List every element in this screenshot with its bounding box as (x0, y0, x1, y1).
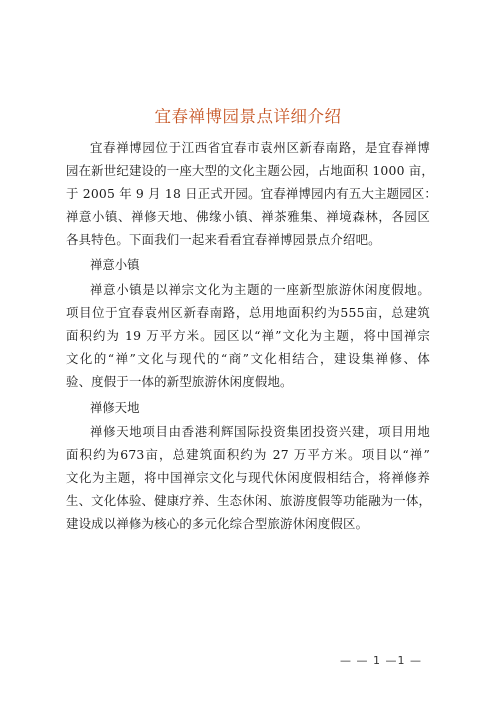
section2-line-4: 生、文化体验、健康疗养、生态休闲、旅游度假等功能融为一体， (66, 493, 432, 508)
intro-line-2: 园在新世纪建设的一座大型的文化主题公园，占地面积 1000 亩， (66, 163, 434, 178)
intro-line-5: 各具特色。下面我们一起来看看宜春禅博园景点介绍吧。 (66, 232, 381, 247)
page-number: — — 1 —1 — (340, 654, 422, 667)
section2-line-2: 面积约为673亩，总建筑面积约为 27 万平方米。项目以“禅” (66, 447, 430, 462)
intro-line-4: 禅意小镇、禅修天地、佛缘小镇、禅茶雅集、禅境森林，各园区 (66, 209, 430, 224)
document-title: 宜春禅博园景点详细介绍 (154, 107, 342, 126)
section1-line-3: 面积约为 19 万平方米。园区以“禅”文化为主题，将中国禅宗 (66, 328, 430, 343)
section1-line-4: 文化的“禅”文化与现代的“商”文化相结合，建设集禅修、体 (66, 351, 430, 366)
section1-line-5: 验、度假于一体的新型旅游休闲度假地。 (66, 374, 293, 389)
intro-line-3: 于 2005 年 9 月 18 日正式开园。宜春禅博园内有五大主题园区： (66, 186, 437, 201)
intro-line-1: 宜春禅博园位于江西省宜春市袁州区新春南路，是宜春禅博 (90, 140, 430, 155)
section-heading-chanxiu-world: 禅修天地 (90, 400, 140, 415)
section2-line-3: 文化为主题，将中国禅宗文化与现代休闲度假相结合，将禅修养 (66, 470, 430, 485)
section2-line-1: 禅修天地项目由香港利辉国际投资集团投资兴建，项目用地 (90, 424, 430, 439)
section1-line-2: 项目位于宜春袁州区新春南路，总用地面积约为555亩，总建筑 (66, 305, 430, 320)
section2-line-5: 建设成以禅修为核心的多元化综合型旅游休闲度假区。 (66, 516, 369, 531)
section1-line-1: 禅意小镇是以禅宗文化为主题的一座新型旅游休闲度假地。 (90, 282, 430, 297)
section-heading-chanyi-town: 禅意小镇 (90, 257, 140, 272)
